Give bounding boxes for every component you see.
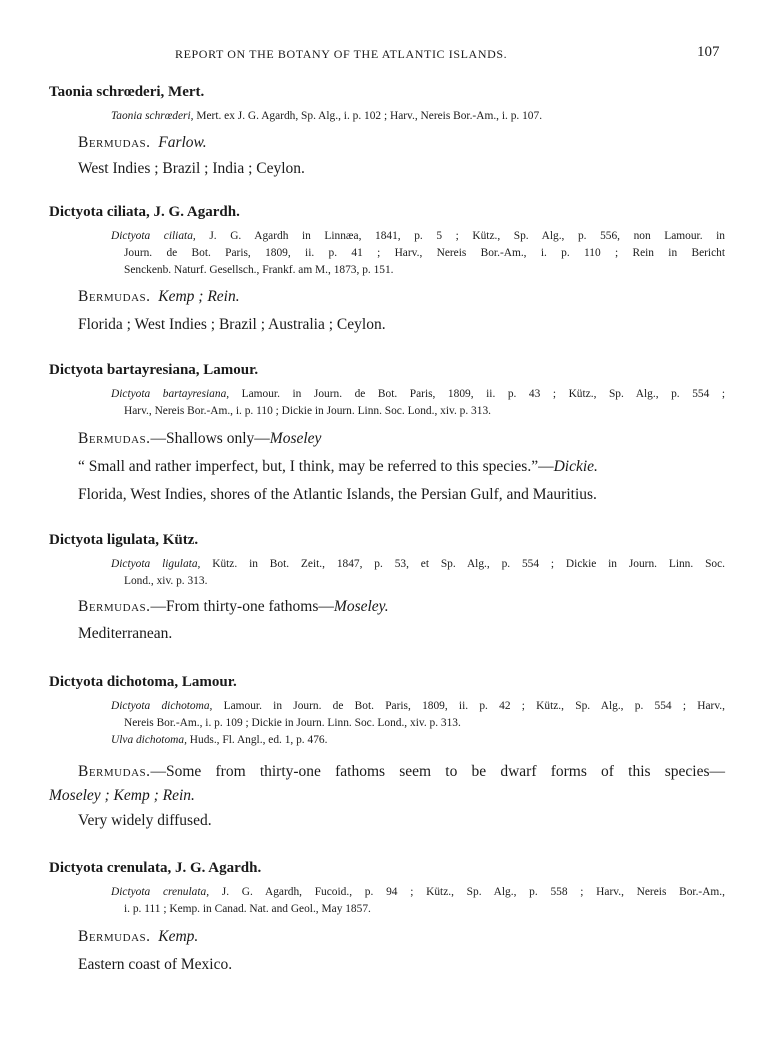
distribution: West Indies ; Brazil ; India ; Ceylon. [78, 160, 305, 177]
locality: Bermudas. Farlow. [78, 134, 207, 151]
locality: Bermudas. Kemp ; Rein. [78, 288, 240, 305]
species-heading: Dictyota ciliata, J. G. Agardh. [49, 204, 240, 220]
running-title: REPORT ON THE BOTANY OF THE ATLANTIC ISLANDS. [175, 47, 508, 61]
distribution: Mediterranean. [78, 625, 173, 642]
distribution: Very widely diffused. [78, 812, 212, 829]
species-heading: Dictyota crenulata, J. G. Agardh. [49, 860, 262, 876]
locality: Bermudas.—From thirty-one fathoms—Moseley. [78, 598, 389, 615]
page-number: 107 [697, 44, 720, 60]
distribution: Florida, West Indies, shores of the Atlantic Islands, the Persian Gulf, and Mauritius. [78, 486, 597, 503]
citation: Dictyota ciliata, J. G. Agardh in Linnæa, 1841, p. 5 ; Kütz., Sp. Alg., p. 556, non Lamour. in Journ. de Bot. Paris, 1809, ii. p. 41 ; Harv., Nereis Bor.-Am., i. p. 110 ; Rein in Bericht Senckenb. Naturf. Gesellsch., Frankf. am M., 1873, p. 151. [111, 230, 725, 276]
citation: Dictyota dichotoma, Lamour. in Journ. de Bot. Paris, 1809, ii. p. 42 ; Kütz., Sp. Alg., p. 554 ; Harv., Nereis Bor.-Am., i. p. 109 ; Dickie in Journ. Linn. Soc. Lond., xiv. p. 313. Ulva dichotoma, Huds., Fl. Angl., ed. 1, p. 476. [111, 700, 725, 746]
species-heading: Taonia schrœderi, Mert. [49, 84, 205, 100]
locality: Bermudas.—Some from thirty-one fathoms seem to be dwarf forms of this species— Moseley ; Kemp ; Rein. [49, 763, 725, 804]
citation: Dictyota crenulata, J. G. Agardh, Fucoid., p. 94 ; Kütz., Sp. Alg., p. 558 ; Harv., Nereis Bor.-Am., i. p. 111 ; Kemp. in Canad. Nat. and Geol., May 1857. [111, 886, 725, 915]
distribution: Florida ; West Indies ; Brazil ; Australia ; Ceylon. [78, 316, 386, 333]
quote: “ Small and rather imperfect, but, I think, may be referred to this species.”—Dickie. [78, 458, 598, 475]
citation: Dictyota ligulata, Kütz. in Bot. Zeit., 1847, p. 53, et Sp. Alg., p. 554 ; Dickie in Journ. Linn. Soc. Lond., xiv. p. 313. [111, 558, 726, 587]
running-header [0, 44, 776, 64]
species-heading: Dictyota bartayresiana, Lamour. [49, 362, 259, 378]
species-heading: Dictyota dichotoma, Lamour. [49, 674, 237, 690]
citation: Dictyota bartayresiana, Lamour. in Journ. de Bot. Paris, 1809, ii. p. 43 ; Kütz., Sp. Alg., p. 554 ; Harv., Nereis Bor.-Am., i. p. 110 ; Dickie in Journ. Linn. Soc. Lond., xiv. p. 313. [111, 388, 725, 417]
citation: Taonia schrœderi, Mert. ex J. G. Agardh, Sp. Alg., i. p. 102 ; Harv., Nereis Bor.-Am., i. p. 107. [111, 110, 543, 122]
distribution: Eastern coast of Mexico. [78, 956, 233, 973]
locality: Bermudas. Kemp. [78, 928, 199, 945]
locality: Bermudas.—Shallows only—Moseley [78, 430, 322, 447]
species-heading: Dictyota ligulata, Kütz. [49, 532, 199, 548]
